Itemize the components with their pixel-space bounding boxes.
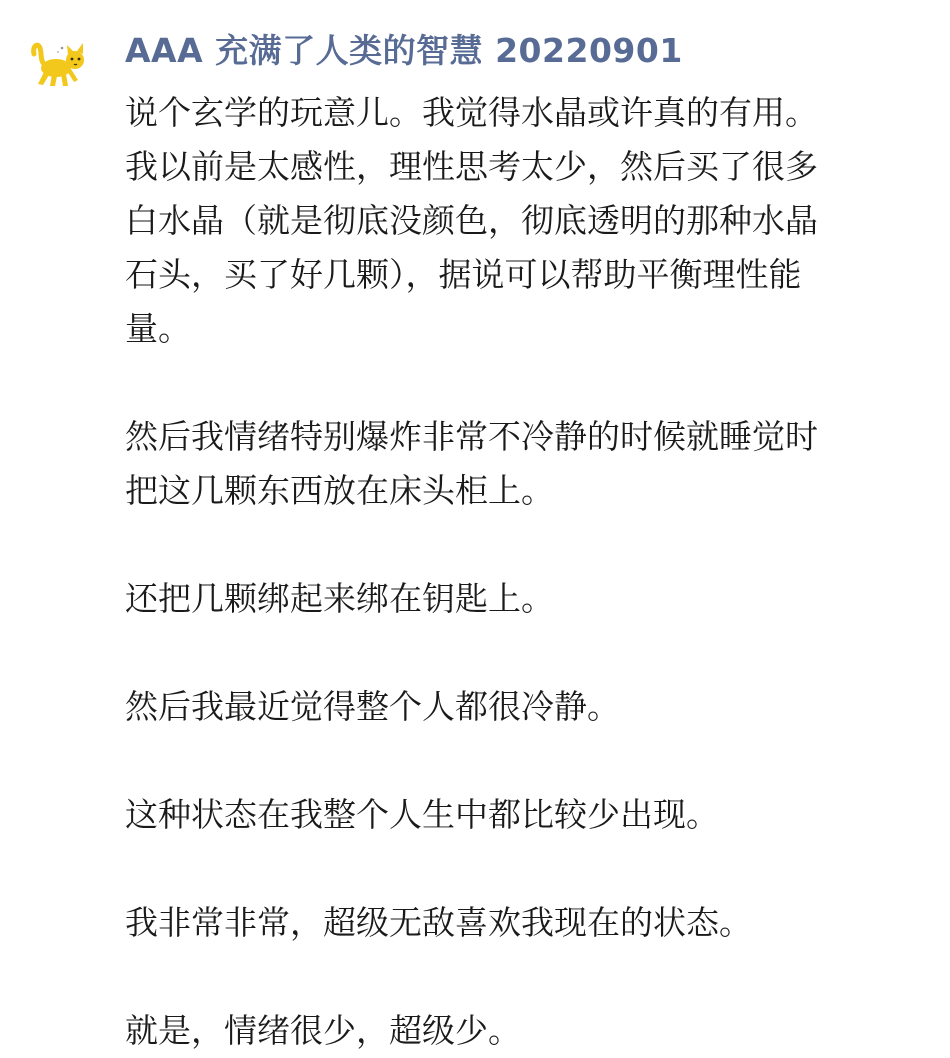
message-line: 把这几颗东西放在床头柜上。 [125,471,554,510]
paragraph-gap [125,518,925,572]
message-line: 就是，情绪很少，超级少。 [125,1011,521,1050]
message-body [125,86,925,1058]
message-line: 还把几颗绑起来绑在钥匙上。 [125,579,554,618]
message-line: 石头，买了好几颗），据说可以帮助平衡理性能 [125,255,802,294]
paragraph-gap [125,356,925,410]
message-line: 我以前是太感性，理性思考太少，然后买了很多 [125,147,818,186]
message-line: 白水晶（就是彻底没颜色，彻底透明的那种水晶 [125,201,818,240]
paragraph-gap [125,626,925,680]
message-line: 这种状态在我整个人生中都比较少出现。 [125,795,719,834]
paragraph-gap [125,842,925,896]
message-line: 量。 [125,309,191,348]
message-line: 然后我情绪特别爆炸非常不冷静的时候就睡觉时 [125,417,818,456]
sender-name[interactable]: AAA 充满了人类的智慧 20220901 [125,31,683,70]
message-line: 我非常非常，超级无敌喜欢我现在的状态。 [125,903,752,942]
paragraph-gap [125,734,925,788]
message-line: 然后我最近觉得整个人都很冷静。 [125,687,620,726]
yellow-cat-icon [30,38,92,90]
paragraph-gap [125,950,925,1004]
avatar[interactable] [30,38,92,90]
message-line: 说个玄学的玩意儿。我觉得水晶或许真的有用。 [125,93,818,132]
